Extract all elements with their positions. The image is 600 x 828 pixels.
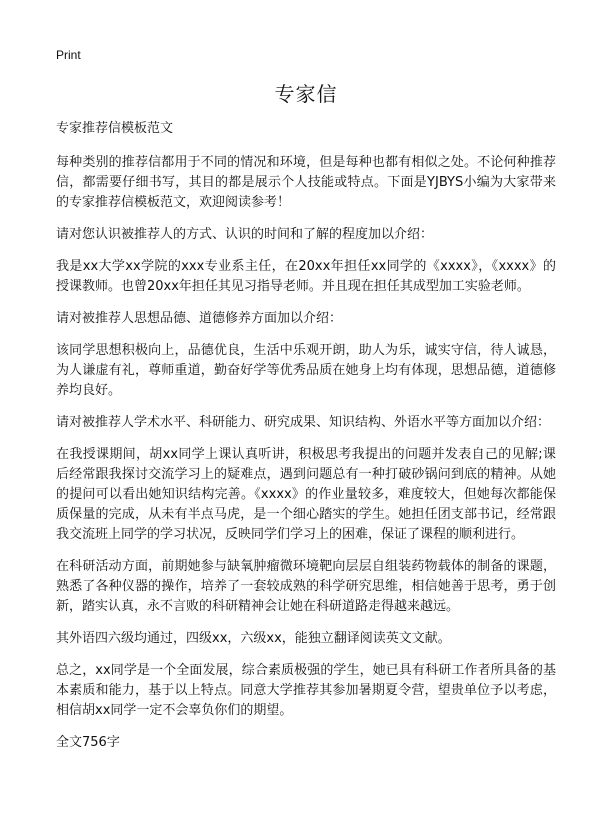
word-count: 全文756字 xyxy=(56,735,120,750)
page-title: 专家信 xyxy=(274,82,338,106)
question-acquaintance: 请对您认识被推荐人的方式、认识的时间和了解的程度加以介绍： xyxy=(56,227,434,242)
question-character: 请对被推荐人思想品德、道德修养方面加以介绍： xyxy=(56,311,343,326)
paragraph-acquaintance: 我是xx大学xx学院的xxx专业系主任，在20xx年担任xx同学的《xxxx》，《xxxx》的授课教师。也曾20xx年担任其见习指导老师。并且现在担任其成型加工实验老师。 xyxy=(56,259,556,294)
print-link[interactable]: Print xyxy=(56,48,81,62)
paragraph-summary: 总之，xx同学是一个全面发展，综合素质极强的学生，她已具有科研工作者所具备的基本素质和能力，基于以上特点。同意大学推荐其参加暑期夏令营，望贵单位予以考虑，相信胡xx同学一定不会辜负你们的期望。 xyxy=(56,663,556,718)
question-academic: 请对被推荐人学术水平、科研能力、研究成果、知识结构、外语水平等方面加以介绍： xyxy=(56,415,551,430)
document-subtitle: 专家推荐信模板范文 xyxy=(56,121,174,136)
paragraph-intro: 每种类别的推荐信都用于不同的情况和环境，但是每种也都有相似之处。不论何种推荐信，都需要仔细书写，其目的都是展示个人技能或特点。下面是YJBYS小编为大家带来的专家推荐信模板范文，欢迎阅读参考！ xyxy=(56,155,556,210)
paragraph-research: 在科研活动方面，前期她参与缺氧肿瘤微环境靶向层层自组装药物载体的制备的课题，熟悉了各种仪器的操作，培养了一套较成熟的科学研究思维，相信她善于思考，勇于创新，踏实认真，永不言败的科研精神会让她在科研道路走得越来越远。 xyxy=(56,559,556,614)
paragraph-academic: 在我授课期间，胡xx同学上课认真听讲，积极思考我提出的问题并发表自己的见解;课后经常跟我探讨交流学习上的疑难点，遇到问题总有一种打破砂锅问到底的精神。从她的提问可以看出她知识结构完善。《xxxx》的作业量较多，难度较大，但她每次都能保质保量的完成，从未有半点马虎，是一个细心踏实的学生。她担任团支部书记，经常跟我交流班上同学的学习状况，反映同学们学习上的困难，保证了课程的顺利进行。 xyxy=(56,447,556,542)
paragraph-language: 其外语四六级均通过，四级xx，六级xx，能独立翻译阅读英文文献。 xyxy=(56,631,451,646)
paragraph-character: 该同学思想积极向上，品德优良，生活中乐观开朗，助人为乐，诚实守信，待人诚恳，为人谦虚有礼，尊师重道，勤奋好学等优秀品质在她身上均有体现，思想品德，道德修养均良好。 xyxy=(56,343,556,398)
